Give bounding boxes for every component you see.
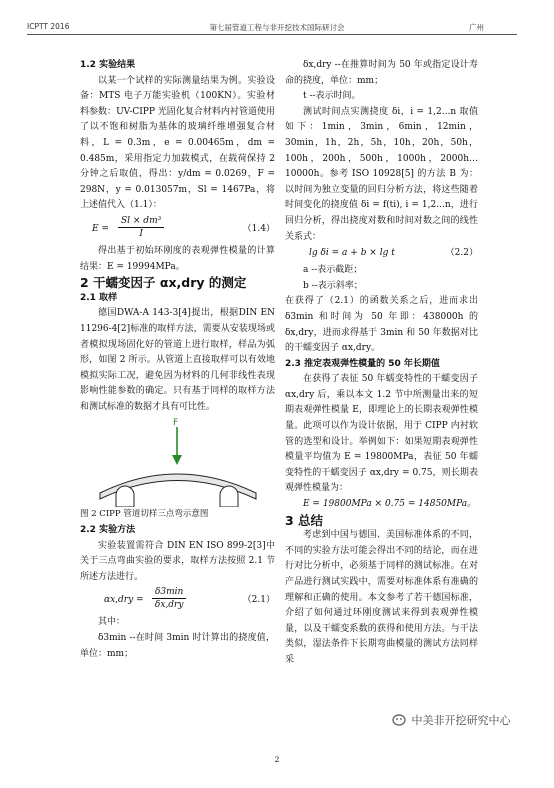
figure-2-caption: 图 2 CIPP 管道切样三点弯示意图 (80, 509, 209, 520)
section-1-2-title: 1.2 实验结果 (80, 60, 136, 70)
header-right: 广州 (469, 23, 484, 32)
eq14-denominator: I (139, 228, 143, 239)
watermark-text: 中美非开挖研究中心 (411, 714, 511, 727)
section-2-3-para: 在获得了表征 50 年蠕变特性的干蠕变因子 αx,dry 后，乘以本文 1.2 节中所测量出来的短期表观弹性模量 E，即理论上的长期表观弹性模量。此项可以作为设计依据，用于 CIPP 内衬软管的选型和设计。举例如下：如果短期表观弹性模量平均值为 E = 19800MPa，表征 50 年蠕变特性的干蠕变因子 αx,dry = 0.75，则长期表观弹性模量为： (285, 374, 478, 494)
creep-factor-para: 在获得了（2.1）的函数关系之后，进而求出 δ3min 和时间为 50 年即：438000h 的 δx,dry，进而求得基于 3min 和 50 年数据对比的干蠕变因子 αx,dry。 (285, 296, 478, 354)
section-2-1-title: 2.1 取样 (80, 292, 118, 303)
section-1-2-result: 得出基于初始环刚度的表观弹性模量的计算结果：E = 19994MPa。 (80, 245, 275, 272)
section-3-title: 3 总结 (285, 512, 324, 528)
section-1-2-para: 以某一个试样的实际测量结果为例。实验设备：MTS 电子万能实验机（100KN）。实验材料参数：UV-CIPP 光固化复合材料内衬管道使用了以不饱和树脂为基体的玻璃纤维增强复合材料，L = 0.3m，e = 0.00465m，dm = 0.485m，采用指定力加载模式，在载荷保持 2 分钟之后取值，得出：y/dm = 0.0269，F = 298N，y = 0.013057m，Sl = 1467Pa，将上述值代入（1.1）： (80, 75, 275, 211)
a-def: a --表示截距； (303, 265, 363, 276)
right-column (285, 58, 478, 669)
eq21-lhs: αx,dry = (104, 595, 144, 606)
three-point-bending-diagram (80, 415, 275, 507)
eq21-tag: （2.1） (242, 595, 275, 606)
section-2-2-para: 实验装置需符合 DIN EN ISO 899-2[3]中关于三点弯曲实验的要求，取样方法按照 2.1 节所述方法进行。 (80, 540, 275, 582)
force-arrow-head (172, 455, 182, 465)
method-para: 测试时间点实测挠度 δi，i = 1,2...n 取值如下：1min，3min，6min，12min，30min，1h，2h，5h，10h，20h，50h，100h，200h，500h，1000h，2000h…10000h。参考 ISO 10928[5] 的方法 B 为：以时间为独立变量的回归分析方法，将这些随着时间变化的挠度值 δi = f(ti), i = 1,2...n，进行回归分析，得出挠度对数和时间对数之间的线性关系式： (285, 106, 478, 242)
section-2-title: 2 干蠕变因子 αx,dry 的测定 (80, 275, 247, 291)
wechat-icon (392, 713, 408, 729)
eq14-tag: （1.4） (242, 223, 275, 234)
eq14-numerator: Sl × dm³ (118, 215, 164, 228)
eq14-lhs: E = (92, 223, 109, 234)
right-support (220, 486, 238, 507)
section-2-2-title: 2.2 实验方法 (80, 525, 136, 536)
section-3-para: 考虑到中国与德国、美国标准体系的不同，不同的实验方法可能会得出不同的结论，而在进行对比分析中，必须基于同样的测试标准。在对产品进行测试实践中，需要对标准体系有准确的理解和正确的使用。本文参考了若干德国标准，介绍了如何通过环刚度测试来得到表观弹性模量，以及干蠕变系数的获得和使用方法。与干法类似，湿法条件下长期弯曲模量的测试方法同样采 (285, 530, 478, 665)
delta-3min-def: δ3min --在时间 3min 时计算出的挠度值，单位：mm； (80, 633, 275, 659)
t-def: t --表示时间。 (303, 91, 361, 102)
eq14-fraction (118, 215, 164, 240)
page-number: 2 (274, 755, 280, 764)
eq22-tag: （2.2） (445, 248, 478, 259)
watermark (392, 712, 511, 729)
header-rule (27, 34, 517, 35)
section-2-1-para: 德国DWA-A 143-3[4]提出，根据DIN EN 11296-4[2]标准的取样方法，需要从安装现场或者模拟现场固化好的管道上进行取样，样品为弧形，如图 2 所示。从管道上直接取样可以有效地模拟实际工况，避免因为材料的几何非线性表现影响性能参数的确定。只有基于同样的取样方法和测试标准的数据才具有可比性。 (80, 308, 275, 412)
left-column (80, 58, 275, 662)
delta-x-dry-def: δx,dry --在推算时间为 50 年或指定设计寿命的挠度，单位：mm； (285, 60, 478, 86)
left-support (116, 486, 134, 507)
eq22-body: lg δi = a + b × lg t (309, 248, 395, 259)
equation-2-1 (80, 585, 275, 615)
equation-2-2 (285, 245, 478, 263)
eq21-fraction (152, 586, 186, 611)
b-def: b --表示斜率； (303, 280, 363, 291)
force-label: F (173, 418, 179, 429)
figure-2 (80, 415, 275, 507)
equation-1-4 (80, 214, 275, 244)
eq21-denominator: δx,dry (154, 600, 184, 611)
where-label: 其中： (98, 617, 126, 628)
header-center: 第七届管道工程与非开挖技术国际研讨会 (209, 23, 345, 32)
section-2-3-equation: E = 19800MPa × 0.75 = 14850MPa。 (303, 499, 477, 510)
section-2-3-title: 2.3 推定表观弹性模量的 50 年长期值 (285, 358, 440, 369)
eq21-numerator: δ3min (152, 586, 186, 599)
header-left: ICPTT 2016 (27, 22, 70, 31)
